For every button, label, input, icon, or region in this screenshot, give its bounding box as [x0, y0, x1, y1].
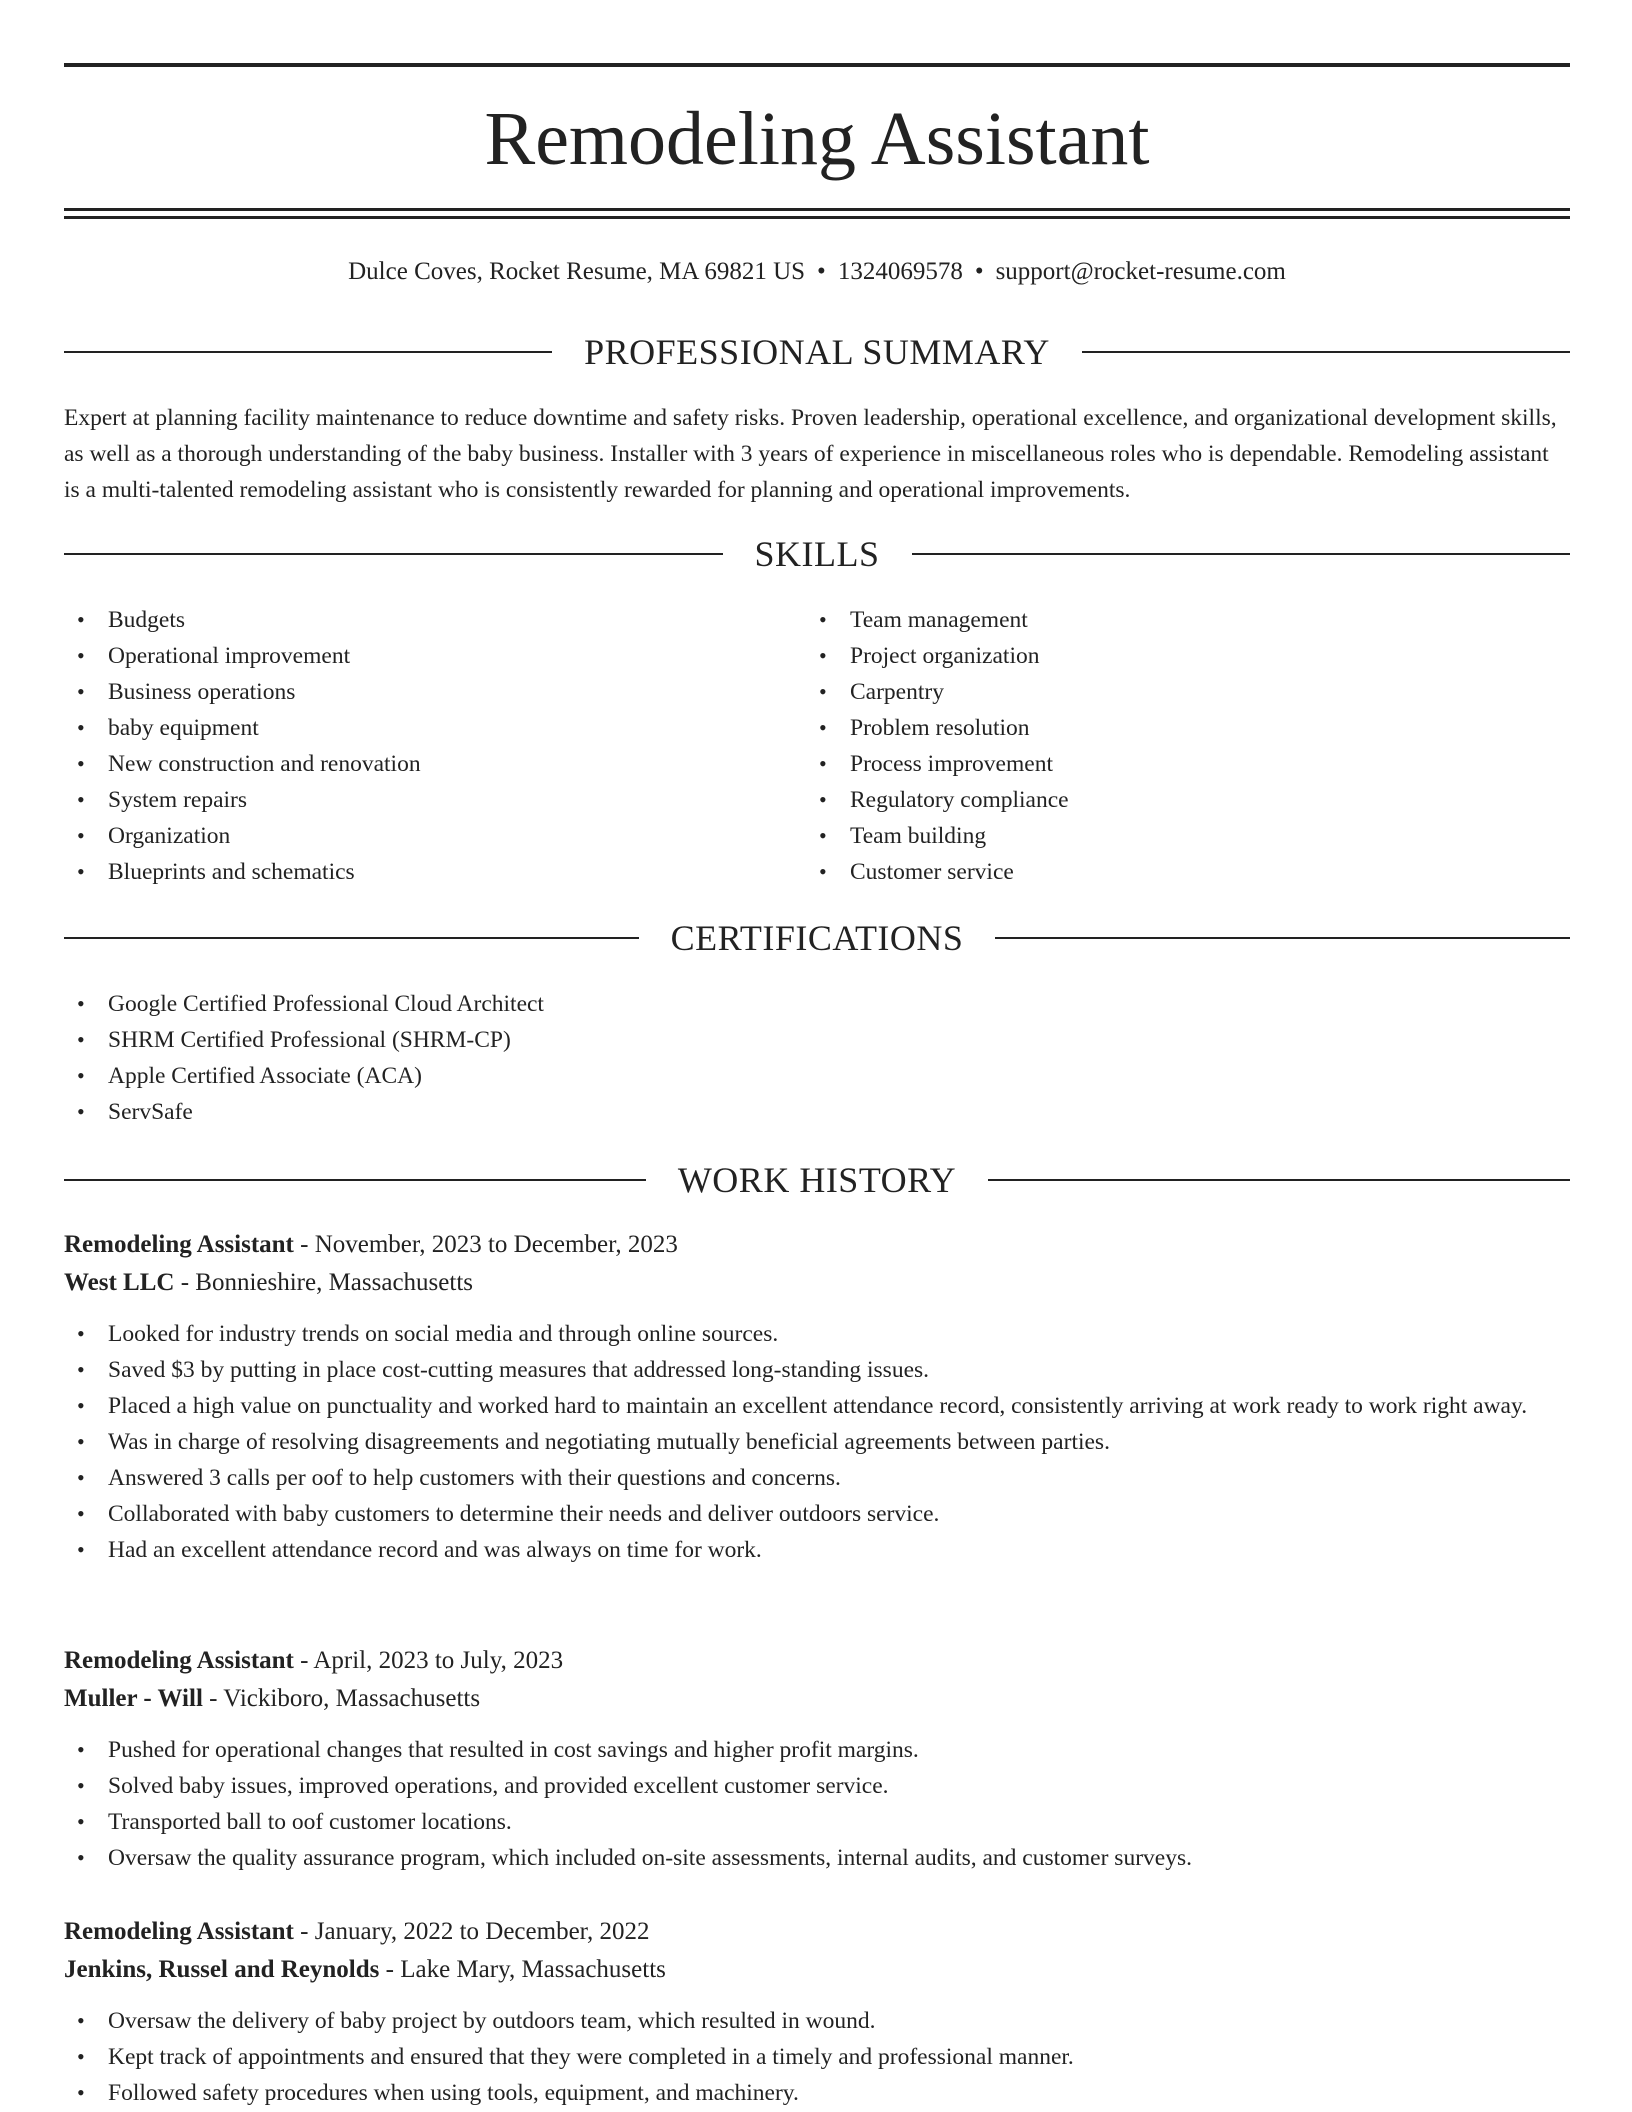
certifications-list — [64, 986, 1570, 1130]
job-dates: - January, 2022 to December, 2022 — [293, 1918, 650, 1945]
summary-text: Expert at planning facility maintenance to reduce downtime and safety risks. Proven leadership, operational excellence, and organizational development skills, as well as a thorough understanding of the baby business. Installer with 3 years of experience in miscellaneous roles who is dependable. Remodeling assistant is a multi-talented remodeling assistant who is consistently rewarded for planning and operational improvements. — [64, 405, 1557, 503]
job-company: Jenkins, Russel and Reynolds — [64, 1956, 380, 1983]
job-bullet: • Pushed for operational changes that resulted in cost savings and higher profit margins. — [64, 1732, 1570, 1768]
section-rule — [988, 1179, 1570, 1181]
section-rule — [64, 1179, 646, 1181]
skills-list-left — [64, 602, 804, 890]
skill-item: • Team management — [806, 602, 1546, 638]
job-entry — [64, 1226, 1570, 1568]
job-title: Remodeling Assistant — [64, 1918, 294, 1945]
job-company: West LLC — [64, 1269, 175, 1296]
skill-item: • New construction and renovation — [64, 746, 804, 782]
skill-item: • System repairs — [64, 782, 804, 818]
certification-item: • Google Certified Professional Cloud Architect — [64, 986, 1570, 1022]
skill-item: • Operational improvement — [64, 638, 804, 674]
skill-item: • Organization — [64, 818, 804, 854]
skill-item: • Team building — [806, 818, 1546, 854]
job-bullets — [64, 2003, 1570, 2111]
job-location: - Bonnieshire, Massachusetts — [174, 1269, 473, 1296]
section-title-certifications: CERTIFICATIONS — [670, 918, 964, 958]
job-company-line — [64, 1264, 1570, 1302]
job-bullet: • Was in charge of resolving disagreements and negotiating mutually beneficial agreements between parties. — [64, 1424, 1570, 1460]
job-company-line — [64, 1680, 1570, 1718]
job-title-line — [64, 1642, 1570, 1680]
job-entry — [64, 1642, 1570, 1876]
contact-phone: 1324069578 — [837, 258, 963, 285]
resume-name: Remodeling Assistant — [484, 97, 1150, 181]
skill-item: • Business operations — [64, 674, 804, 710]
section-title-work: WORK HISTORY — [677, 1160, 957, 1200]
section-work-header — [64, 1158, 1570, 1202]
section-summary-header — [64, 330, 1570, 374]
job-bullet: • Looked for industry trends on social media and through online sources. — [64, 1316, 1570, 1352]
job-bullet: • Followed safety procedures when using tools, equipment, and machinery. — [64, 2075, 1570, 2111]
contact-line — [64, 254, 1570, 290]
job-company-line — [64, 1951, 1570, 1989]
section-rule — [64, 937, 639, 939]
job-company: Muller - Will — [64, 1685, 203, 1712]
job-bullets — [64, 1316, 1570, 1568]
skill-item: • Blueprints and schematics — [64, 854, 804, 890]
skill-item: • Project organization — [806, 638, 1546, 674]
job-bullet: • Oversaw the delivery of baby project by outdoors team, which resulted in wound. — [64, 2003, 1570, 2039]
section-rule — [64, 351, 552, 353]
job-title: Remodeling Assistant — [64, 1231, 294, 1258]
certification-item: • SHRM Certified Professional (SHRM-CP) — [64, 1022, 1570, 1058]
contact-email: support@rocket-resume.com — [995, 258, 1286, 285]
job-title-line — [64, 1226, 1570, 1264]
job-bullet: • Saved $3 by putting in place cost-cutting measures that addressed long-standing issues. — [64, 1352, 1570, 1388]
skill-item: • baby equipment — [64, 710, 804, 746]
job-bullet: • Oversaw the quality assurance program, which included on-site assessments, internal audits, and customer surveys. — [64, 1840, 1570, 1876]
job-title-line — [64, 1913, 1570, 1951]
job-dates: - April, 2023 to July, 2023 — [293, 1647, 564, 1674]
certification-item: • Apple Certified Associate (ACA) — [64, 1058, 1570, 1094]
skill-item: • Problem resolution — [806, 710, 1546, 746]
section-title-skills: SKILLS — [754, 534, 880, 574]
skill-item: • Customer service — [806, 854, 1546, 890]
job-bullet: • Answered 3 calls per oof to help customers with their questions and concerns. — [64, 1460, 1570, 1496]
skill-item: • Budgets — [64, 602, 804, 638]
certification-item: • ServSafe — [64, 1094, 1570, 1130]
skills-list-right — [806, 602, 1546, 890]
job-entry — [64, 1913, 1570, 2111]
contact-address: Dulce Coves, Rocket Resume, MA 69821 US — [348, 258, 806, 285]
skill-item: • Regulatory compliance — [806, 782, 1546, 818]
job-bullet: • Kept track of appointments and ensured that they were completed in a timely and professional manner. — [64, 2039, 1570, 2075]
contact-separator: • — [817, 258, 826, 285]
job-location: - Lake Mary, Massachusetts — [379, 1956, 666, 1983]
section-certifications-header — [64, 916, 1570, 960]
job-location: - Vickiboro, Massachusetts — [202, 1685, 481, 1712]
job-bullet: • Solved baby issues, improved operations, and provided excellent customer service. — [64, 1768, 1570, 1804]
job-title: Remodeling Assistant — [64, 1647, 294, 1674]
double-rule — [64, 208, 1570, 220]
section-rule — [995, 937, 1570, 939]
job-bullet: • Collaborated with baby customers to determine their needs and deliver outdoors service. — [64, 1496, 1570, 1532]
top-rule — [64, 63, 1570, 67]
job-bullet: • Placed a high value on punctuality and worked hard to maintain an excellent attendance record, consistently arriving at work ready to work right away. — [64, 1388, 1570, 1424]
section-skills-header — [64, 532, 1570, 576]
job-dates: - November, 2023 to December, 2023 — [293, 1231, 678, 1258]
skill-item: • Process improvement — [806, 746, 1546, 782]
contact-separator: • — [974, 258, 984, 285]
job-bullets — [64, 1732, 1570, 1876]
section-rule — [912, 553, 1571, 555]
section-rule — [64, 553, 723, 555]
job-bullet: • Had an excellent attendance record and was always on time for work. — [64, 1532, 1570, 1568]
section-title-summary: PROFESSIONAL SUMMARY — [584, 332, 1050, 372]
skill-item: • Carpentry — [806, 674, 1546, 710]
job-bullet: • Transported ball to oof customer locations. — [64, 1804, 1570, 1840]
section-rule — [1082, 351, 1570, 353]
